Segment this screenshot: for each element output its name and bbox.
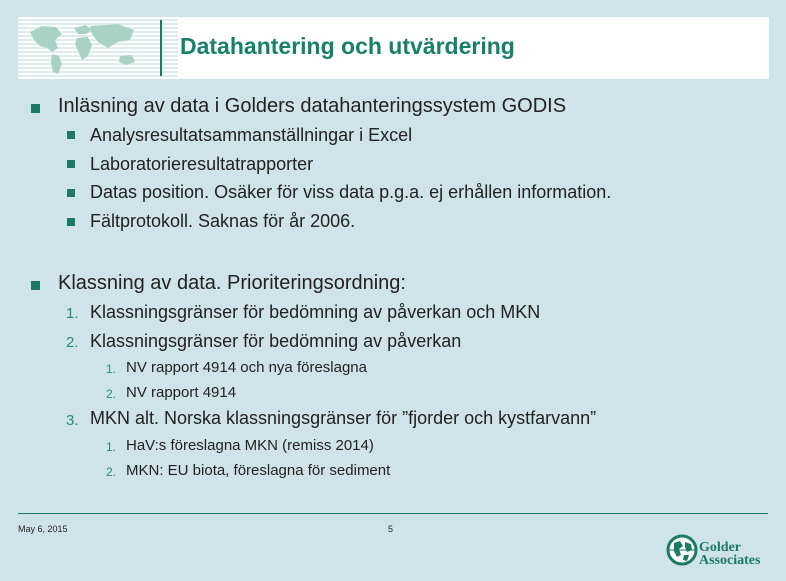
list-number: 1. bbox=[66, 305, 79, 322]
sublist-number: 2. bbox=[106, 387, 117, 401]
list-item: Laboratorieresultatrapporter bbox=[90, 154, 314, 174]
sublist-item: HaV:s föreslagna MKN (remiss 2014) bbox=[126, 437, 374, 454]
list-number: 3. bbox=[66, 412, 79, 429]
logo-line2: Associates bbox=[699, 553, 761, 568]
list-item: MKN alt. Norska klassningsgränser för ”fjorder och kystfarvann” bbox=[90, 408, 597, 428]
bullet-square-icon bbox=[67, 189, 75, 197]
list-item: Klassningsgränser för bedömning av påverkan bbox=[90, 331, 462, 351]
section-heading: Inläsning av data i Golders datahanteringssystem GODIS bbox=[58, 95, 567, 117]
bullet-square-icon bbox=[31, 281, 40, 290]
logo-wordmark bbox=[699, 541, 760, 567]
bullet-square-icon bbox=[31, 104, 40, 113]
footer-divider bbox=[18, 513, 768, 514]
list-item: Fältprotokoll. Saknas för år 2006. bbox=[90, 211, 356, 231]
bullet-square-icon bbox=[67, 218, 75, 226]
list-number: 2. bbox=[66, 334, 79, 351]
sublist-item: NV rapport 4914 och nya föreslagna bbox=[126, 359, 367, 376]
list-item: Klassningsgränser för bedömning av påverkan och MKN bbox=[90, 302, 541, 322]
sublist-number: 1. bbox=[106, 440, 117, 454]
list-item: Analysresultatsammanställningar i Excel bbox=[90, 125, 413, 145]
section-heading: Klassning av data. Prioriteringsordning: bbox=[58, 272, 406, 294]
slide-title: Datahantering och utvärdering bbox=[180, 33, 515, 59]
sublist-item: MKN: EU biota, föreslagna för sediment bbox=[126, 462, 391, 479]
logo-line1: Golder bbox=[699, 540, 741, 555]
page-number: 5 bbox=[388, 524, 394, 534]
golder-logo bbox=[665, 533, 775, 575]
golder-globe-icon bbox=[665, 533, 699, 567]
sublist-number: 1. bbox=[106, 362, 117, 376]
footer-date: May 6, 2015 bbox=[18, 524, 68, 534]
bullet-square-icon bbox=[67, 160, 75, 168]
sublist-number: 2. bbox=[106, 465, 117, 479]
bullet-square-icon bbox=[67, 131, 75, 139]
sublist-item: NV rapport 4914 bbox=[126, 384, 237, 401]
list-item: Datas position. Osäker för viss data p.g.a. ej erhållen information. bbox=[90, 182, 612, 202]
